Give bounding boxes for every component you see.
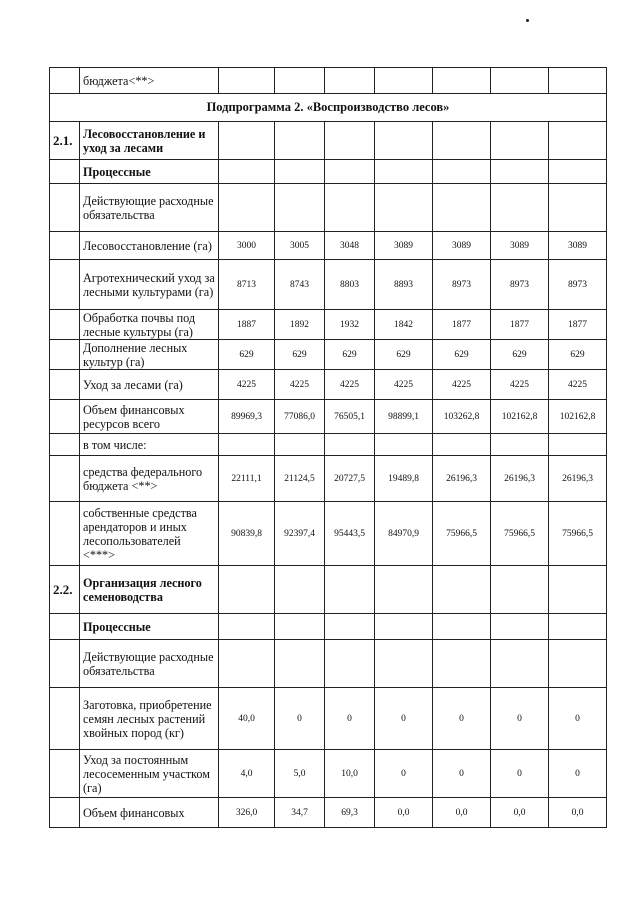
- row-number: [50, 340, 80, 370]
- row-number: [50, 688, 80, 750]
- row-value-5: 75966,5: [433, 502, 491, 566]
- row-number: [50, 434, 80, 456]
- row-value-2: 92397,4: [275, 502, 325, 566]
- row-number: [50, 798, 80, 828]
- row-number: [50, 640, 80, 688]
- row-value-4: [375, 614, 433, 640]
- row-number: [50, 160, 80, 184]
- row-value-7: [549, 160, 607, 184]
- row-value-4: 0: [375, 688, 433, 750]
- row-value-2: [275, 184, 325, 232]
- row-value-3: 1932: [325, 310, 375, 340]
- table-row: [50, 688, 607, 750]
- row-value-5: 629: [433, 340, 491, 370]
- row-value-3: [325, 160, 375, 184]
- row-value-2: 77086,0: [275, 400, 325, 434]
- row-value-3: [325, 184, 375, 232]
- row-value-2: 629: [275, 340, 325, 370]
- row-value-2: 8743: [275, 260, 325, 310]
- row-value-3: [325, 640, 375, 688]
- row-value-5: [433, 122, 491, 160]
- table-row: [50, 798, 607, 828]
- row-value-6: [491, 614, 549, 640]
- row-value-6: [491, 160, 549, 184]
- row-value-1: 629: [219, 340, 275, 370]
- row-value-6: [491, 566, 549, 614]
- row-value-6: 8973: [491, 260, 549, 310]
- row-value-5: 4225: [433, 370, 491, 400]
- row-value-3: [325, 566, 375, 614]
- row-value-2: [275, 566, 325, 614]
- row-value-4: 0,0: [375, 798, 433, 828]
- row-label: в том числе:: [80, 434, 219, 456]
- table-row: [50, 456, 607, 502]
- row-value-1: [219, 122, 275, 160]
- row-label: Уход за лесами (га): [80, 370, 219, 400]
- row-number: [50, 614, 80, 640]
- row-value-7: 1877: [549, 310, 607, 340]
- subprogram-header-row: [50, 94, 607, 122]
- row-value-7: 8973: [549, 260, 607, 310]
- row-label: Действующие расходные обязательства: [80, 640, 219, 688]
- row-value-6: [491, 68, 549, 94]
- row-label: бюджета<**>: [80, 68, 219, 94]
- row-number: [50, 68, 80, 94]
- row-value-6: 75966,5: [491, 502, 549, 566]
- row-value-3: [325, 434, 375, 456]
- row-value-5: [433, 640, 491, 688]
- table-row: [50, 122, 607, 160]
- row-value-6: 3089: [491, 232, 549, 260]
- row-value-7: [549, 122, 607, 160]
- row-value-5: 1877: [433, 310, 491, 340]
- row-value-5: [433, 434, 491, 456]
- row-label: собственные средства арендаторов и иных лесопользователей <***>: [80, 502, 219, 566]
- row-value-5: 26196,3: [433, 456, 491, 502]
- row-value-1: 22111,1: [219, 456, 275, 502]
- row-value-3: 629: [325, 340, 375, 370]
- row-value-6: 629: [491, 340, 549, 370]
- row-value-2: [275, 160, 325, 184]
- row-value-6: 0: [491, 750, 549, 798]
- table-row: [50, 260, 607, 310]
- row-value-5: 3089: [433, 232, 491, 260]
- table-row: [50, 400, 607, 434]
- row-value-6: 102162,8: [491, 400, 549, 434]
- subprogram-title: Подпрограмма 2. «Воспроизводство лесов»: [50, 94, 607, 122]
- row-value-5: 103262,8: [433, 400, 491, 434]
- row-value-3: 0: [325, 688, 375, 750]
- row-value-6: [491, 434, 549, 456]
- row-value-2: 0: [275, 688, 325, 750]
- row-value-2: [275, 122, 325, 160]
- row-value-3: 4225: [325, 370, 375, 400]
- row-label: Лесовосстановление (га): [80, 232, 219, 260]
- row-value-1: 4,0: [219, 750, 275, 798]
- row-label: Агротехнический уход за лесными культурами (га): [80, 260, 219, 310]
- row-number: 2.2.: [50, 566, 80, 614]
- program-table: [49, 67, 607, 828]
- row-number: [50, 502, 80, 566]
- row-value-2: 34,7: [275, 798, 325, 828]
- table-row: [50, 502, 607, 566]
- row-label: Объем финансовых ресурсов всего: [80, 400, 219, 434]
- table-row: [50, 434, 607, 456]
- row-value-2: 1892: [275, 310, 325, 340]
- row-value-7: 102162,8: [549, 400, 607, 434]
- row-value-7: [549, 68, 607, 94]
- row-label: Процессные: [80, 614, 219, 640]
- row-value-7: 0,0: [549, 798, 607, 828]
- row-value-7: 0: [549, 750, 607, 798]
- row-value-5: [433, 160, 491, 184]
- row-value-1: 8713: [219, 260, 275, 310]
- row-value-4: [375, 122, 433, 160]
- row-number: 2.1.: [50, 122, 80, 160]
- row-value-5: [433, 614, 491, 640]
- row-number: [50, 370, 80, 400]
- row-value-3: 8803: [325, 260, 375, 310]
- row-value-1: 90839,8: [219, 502, 275, 566]
- table-row: [50, 640, 607, 688]
- row-value-7: [549, 566, 607, 614]
- row-number: [50, 750, 80, 798]
- row-value-5: [433, 68, 491, 94]
- row-value-5: 0: [433, 750, 491, 798]
- row-value-7: [549, 184, 607, 232]
- row-value-7: 4225: [549, 370, 607, 400]
- row-number: [50, 184, 80, 232]
- row-value-5: 8973: [433, 260, 491, 310]
- row-label: Уход за постоянным лесосеменным участком (га): [80, 750, 219, 798]
- row-value-6: 26196,3: [491, 456, 549, 502]
- table-row: [50, 566, 607, 614]
- row-value-1: [219, 566, 275, 614]
- row-value-5: 0,0: [433, 798, 491, 828]
- row-number: [50, 260, 80, 310]
- row-label: Заготовка, приобретение семян лесных растений хвойных пород (кг): [80, 688, 219, 750]
- row-value-6: [491, 184, 549, 232]
- row-value-3: 20727,5: [325, 456, 375, 502]
- row-value-6: 0,0: [491, 798, 549, 828]
- row-value-4: [375, 160, 433, 184]
- row-value-5: 0: [433, 688, 491, 750]
- row-value-7: 0: [549, 688, 607, 750]
- table-row: [50, 68, 607, 94]
- row-value-4: 3089: [375, 232, 433, 260]
- row-value-1: 89969,3: [219, 400, 275, 434]
- table-row: [50, 232, 607, 260]
- row-value-1: [219, 640, 275, 688]
- row-value-1: 4225: [219, 370, 275, 400]
- row-value-2: [275, 614, 325, 640]
- table-row: [50, 160, 607, 184]
- row-value-4: [375, 184, 433, 232]
- row-value-2: 5,0: [275, 750, 325, 798]
- row-value-4: 19489,8: [375, 456, 433, 502]
- table-row: [50, 184, 607, 232]
- row-value-2: [275, 434, 325, 456]
- row-value-6: 1877: [491, 310, 549, 340]
- row-value-3: 3048: [325, 232, 375, 260]
- row-value-7: [549, 434, 607, 456]
- row-value-7: [549, 640, 607, 688]
- row-value-4: [375, 566, 433, 614]
- table-body-main: [50, 122, 607, 828]
- row-number: [50, 310, 80, 340]
- row-label: средства федерального бюджета <**>: [80, 456, 219, 502]
- table-row: [50, 340, 607, 370]
- row-value-1: [219, 184, 275, 232]
- row-value-7: 26196,3: [549, 456, 607, 502]
- row-label: Дополнение лесных культур (га): [80, 340, 219, 370]
- table-row: [50, 614, 607, 640]
- row-value-1: 40,0: [219, 688, 275, 750]
- table-row: [50, 310, 607, 340]
- row-value-1: [219, 614, 275, 640]
- row-value-6: [491, 122, 549, 160]
- row-value-7: 3089: [549, 232, 607, 260]
- row-value-4: 629: [375, 340, 433, 370]
- row-value-3: [325, 614, 375, 640]
- row-label: Лесовосстановление и уход за лесами: [80, 122, 219, 160]
- table-row: [50, 370, 607, 400]
- row-value-3: 95443,5: [325, 502, 375, 566]
- row-value-6: 0: [491, 688, 549, 750]
- row-value-1: 1887: [219, 310, 275, 340]
- row-value-2: [275, 68, 325, 94]
- row-value-3: 69,3: [325, 798, 375, 828]
- row-value-7: 629: [549, 340, 607, 370]
- row-value-1: [219, 160, 275, 184]
- row-value-2: 21124,5: [275, 456, 325, 502]
- row-value-2: 4225: [275, 370, 325, 400]
- row-value-1: 3000: [219, 232, 275, 260]
- row-value-3: 76505,1: [325, 400, 375, 434]
- row-number: [50, 232, 80, 260]
- row-value-4: 8893: [375, 260, 433, 310]
- row-value-4: 98899,1: [375, 400, 433, 434]
- table-row: [50, 750, 607, 798]
- table-body-top: [50, 68, 607, 94]
- row-value-2: [275, 640, 325, 688]
- row-value-1: 326,0: [219, 798, 275, 828]
- row-value-1: [219, 434, 275, 456]
- row-value-4: 1842: [375, 310, 433, 340]
- row-value-4: 84970,9: [375, 502, 433, 566]
- row-label: Организация лесного семеноводства: [80, 566, 219, 614]
- row-label: Процессные: [80, 160, 219, 184]
- subprogram-header-section: [50, 94, 607, 122]
- row-value-4: 4225: [375, 370, 433, 400]
- row-label: Обработка почвы под лесные культуры (га): [80, 310, 219, 340]
- row-label: Объем финансовых: [80, 798, 219, 828]
- row-value-4: [375, 434, 433, 456]
- scan-speck: [526, 19, 529, 22]
- row-value-6: [491, 640, 549, 688]
- row-number: [50, 456, 80, 502]
- row-value-5: [433, 566, 491, 614]
- row-value-7: [549, 614, 607, 640]
- row-value-3: [325, 122, 375, 160]
- row-value-4: [375, 68, 433, 94]
- row-value-7: 75966,5: [549, 502, 607, 566]
- row-value-3: 10,0: [325, 750, 375, 798]
- row-value-6: 4225: [491, 370, 549, 400]
- row-label: Действующие расходные обязательства: [80, 184, 219, 232]
- row-value-4: 0: [375, 750, 433, 798]
- row-number: [50, 400, 80, 434]
- row-value-5: [433, 184, 491, 232]
- row-value-1: [219, 68, 275, 94]
- row-value-3: [325, 68, 375, 94]
- row-value-4: [375, 640, 433, 688]
- row-value-2: 3005: [275, 232, 325, 260]
